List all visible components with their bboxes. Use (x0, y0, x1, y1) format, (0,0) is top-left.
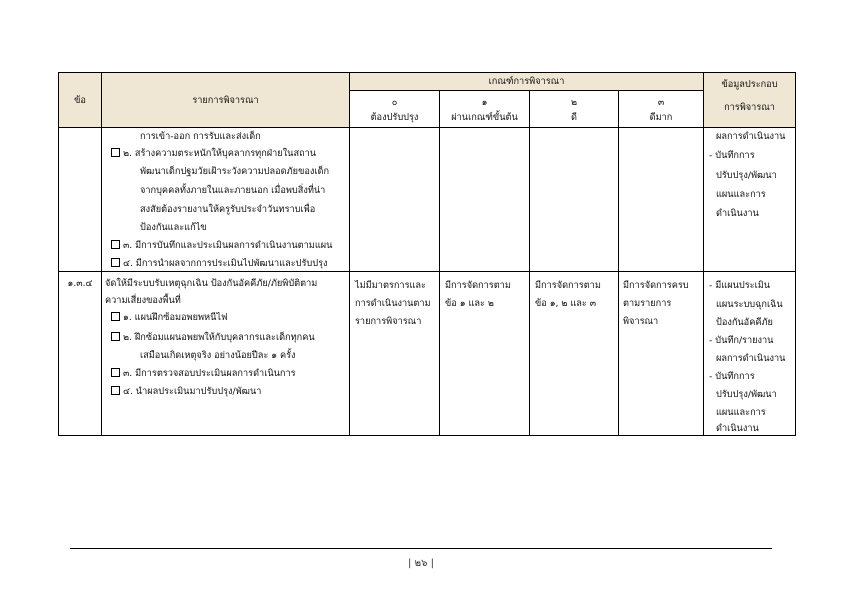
row-divider (59, 127, 795, 128)
header-level-3-label: ดีมาก (649, 112, 673, 123)
row2-item-line (111, 330, 315, 346)
row2-info-line: แผนและการ (716, 407, 766, 418)
header-level-3-num: ๓ (657, 97, 665, 108)
row2-level1-line: ข้อ ๑ และ ๒ (445, 298, 494, 309)
row2-level3-line: พิจารณา (623, 316, 659, 327)
checkbox-icon (111, 386, 120, 395)
header-criteria: เกณฑ์การพิจารณา (488, 76, 565, 87)
row1-item-text: ๒. สร้างความตระหนักให้บุคลากรทุกฝ่ายในสถาน (123, 148, 317, 159)
header-info-line1: ข้อมูลประกอบ (721, 79, 778, 90)
row1-item-line: ป้องกันและแก้ไข (140, 222, 207, 233)
row1-item-line (111, 146, 316, 162)
header-no: ข้อ (74, 95, 86, 106)
row1-item-line: จากบุคคลทั้งภายในและภายนอก เมื่อพบสิ่งที่น่า (140, 185, 326, 196)
header-level-0-num: ๐ (391, 97, 398, 108)
header-level-2-label: ดี (571, 112, 577, 123)
checkbox-icon (111, 312, 120, 321)
row1-item-line: การเข้า-ออก การรับและส่งเด็ก (140, 131, 261, 142)
row1-info-line: ปรับปรุง/พัฒนา (716, 170, 777, 181)
row1-item-line (111, 238, 332, 254)
row2-level0-line: รายการพิจารณา (355, 316, 422, 327)
row2-info-line: แผนระบบฉุกเฉิน (716, 299, 783, 310)
row1-item-line (111, 256, 328, 272)
row2-item-line: เสมือนเกิดเหตุจริง อย่างน้อยปีละ ๑ ครั้ง (140, 350, 296, 361)
row2-item-text: ๑. แผนฝึกซ้อมอพยพหนีไฟ (123, 312, 228, 323)
row2-item-text: ๔. นำผลประเมินมาปรับปรุง/พัฒนา (123, 386, 262, 397)
header-level-0-label: ต้องปรับปรุง (370, 112, 419, 123)
col-divider (439, 91, 440, 435)
checkbox-icon (111, 332, 120, 341)
row2-level3-line: มีการจัดการครบ (623, 280, 689, 291)
row2-level1-line: มีการจัดการตาม (445, 280, 511, 291)
checkbox-icon (111, 148, 120, 157)
row1-item-text: ๔. มีการนำผลจากการประเมินไปพัฒนาและปรับปรุง (123, 258, 328, 269)
row2-level2-line: ข้อ ๑, ๒ และ ๓ (535, 298, 597, 309)
checkbox-icon (111, 368, 120, 377)
header-info-line2: การพิจารณา (724, 102, 775, 113)
row2-level0-line: การดำเนินงานตาม (355, 298, 431, 309)
row2-info-line: ป้องกันอัคคีภัย (716, 317, 773, 328)
row1-item-line: สงสัยต้องรายงานให้ครูรับประจำวันทราบเพื่อ (140, 204, 316, 215)
header-item: รายการพิจารณา (192, 95, 259, 106)
row2-level0-line: ไม่มีมาตรการและ (355, 280, 426, 291)
row2-item-line: ความเสี่ยงของพื้นที่ (105, 295, 181, 306)
row2-info-line: ดำเนินงาน (716, 423, 759, 434)
header-level-1-label: ผ่านเกณฑ์ขั้นต้น (451, 112, 518, 123)
page-number: | ๒๖ | (407, 558, 435, 569)
header-level-2-num: ๒ (570, 97, 578, 108)
row2-item-text: ๒. ฝึกซ้อมแผนอพยพให้กับบุคลากรและเด็กทุกคน (123, 332, 315, 343)
row2-item-line: จัดให้มีระบบรับเหตุฉุกเฉิน ป้องกันอัคคีภัย/ภัยพิบัติตาม (105, 278, 318, 289)
row1-item-text: ๓. มีการบันทึกและประเมินผลการดำเนินงานตามแผน (123, 240, 333, 251)
row2-level2-line: มีการจัดการตาม (535, 280, 601, 291)
row2-info-line: ผลการดำเนินงาน (716, 353, 786, 364)
row2-info-line: - บันทึก/รายงาน (709, 335, 774, 346)
row2-no: ๑.๓.๔ (67, 278, 93, 289)
row1-info-line: แผนและการ (716, 189, 766, 200)
footer-rule (70, 548, 772, 549)
col-divider (618, 91, 619, 435)
row1-item-line: พัฒนาเด็กปฐมวัยเฝ้าระวังความปลอดภัยของเด็ก (140, 166, 330, 177)
checkbox-icon (111, 258, 120, 267)
row1-info-line: - บันทึกการ (709, 150, 755, 161)
row1-info-line: ดำเนินงาน (716, 208, 759, 219)
row2-item-line (111, 310, 228, 326)
row2-item-line (111, 366, 296, 382)
checkbox-icon (111, 240, 120, 249)
row2-info-line: - บันทึกการ (709, 371, 755, 382)
row-divider (349, 90, 703, 91)
row2-item-line (111, 384, 261, 400)
row1-info-line: ผลการดำเนินงาน (716, 131, 786, 142)
row2-info-line: ปรับปรุง/พัฒนา (716, 389, 777, 400)
header-level-1-num: ๑ (481, 97, 488, 108)
row2-level3-line: ตามรายการ (623, 298, 672, 309)
col-divider (529, 91, 530, 435)
row2-item-text: ๓. มีการตรวจสอบประเมินผลการดำเนินการ (123, 368, 296, 379)
row2-info-line: - มีแผนประเมิน (709, 280, 771, 291)
criteria-table (58, 72, 796, 436)
